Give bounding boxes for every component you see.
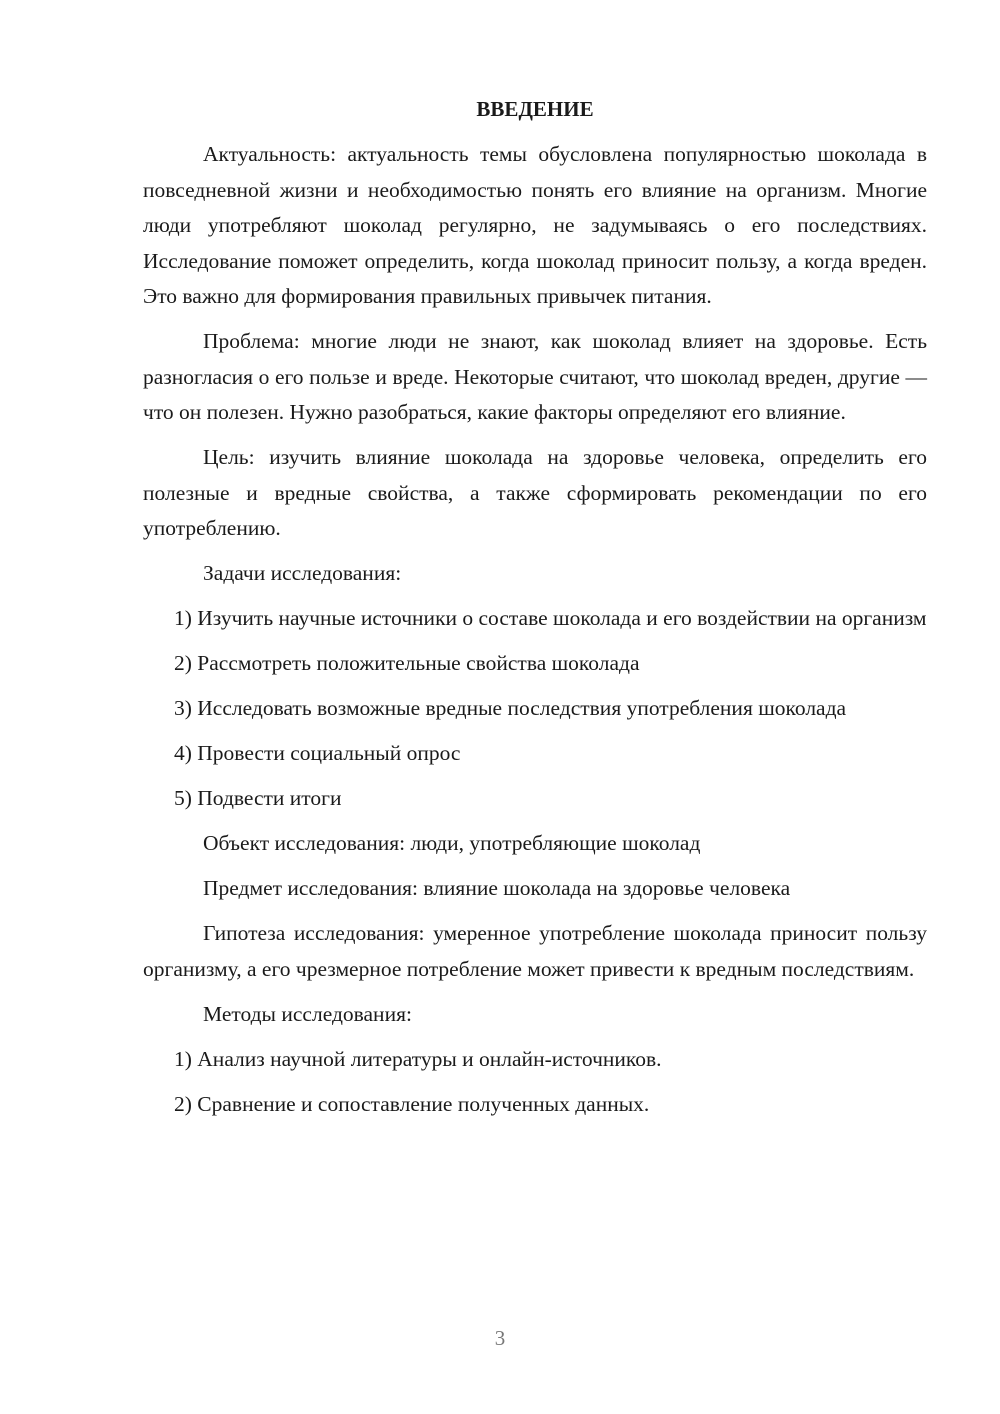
- tasks-heading: Задачи исследования:: [203, 561, 402, 585]
- hypothesis-paragraph: Гипотеза исследования: умеренное употребление шоколада приносит пользу организму, а его чрезмерное потребление может привести к вредным последствиям.: [143, 921, 927, 981]
- problem-paragraph: Проблема: многие люди не знают, как шоколад влияет на здоровье. Есть разногласия о его пользе и вреде. Некоторые считают, что шоколад вреден, другие — что он полезен. Нужно разобраться, какие факторы определяют его влияние.: [143, 329, 927, 424]
- relevance-paragraph: Актуальность: актуальность темы обусловлена популярностью шоколада в повседневной жизни и необходимостью понять его влияние на организм. Многие люди употребляют шоколад регулярно, не задумываясь о его последствиях. Исследование поможет определить, когда шоколад приносит пользу, а когда вреден. Это важно для формирования правильных привычек питания.: [143, 142, 927, 308]
- goal-paragraph: Цель: изучить влияние шоколада на здоровье человека, определить его полезные и вредные свойства, а также сформировать рекомендации по его употреблению.: [143, 445, 927, 540]
- document-page: [143, 92, 927, 1132]
- task-item-4: 4) Провести социальный опрос: [174, 741, 461, 765]
- page-number: 3: [494, 1326, 506, 1350]
- task-item-3: 3) Исследовать возможные вредные последствия употребления шоколада: [174, 696, 847, 720]
- methods-heading: Методы исследования:: [203, 1001, 412, 1026]
- object-paragraph: Объект исследования: люди, употребляющие шоколад: [203, 831, 701, 855]
- method-item-1: 1) Анализ научной литературы и онлайн-источников.: [174, 1046, 662, 1071]
- method-item-2: 2) Сравнение и сопоставление полученных данных.: [174, 1091, 650, 1116]
- task-item-5: 5) Подвести итоги: [174, 786, 342, 810]
- section-title: ВВЕДЕНИЕ: [476, 97, 594, 121]
- task-item-2: 2) Рассмотреть положительные свойства шоколада: [174, 651, 640, 675]
- subject-paragraph: Предмет исследования: влияние шоколада на здоровье человека: [203, 876, 791, 900]
- task-item-1: 1) Изучить научные источники о составе шоколада и его воздействии на организм: [174, 606, 927, 630]
